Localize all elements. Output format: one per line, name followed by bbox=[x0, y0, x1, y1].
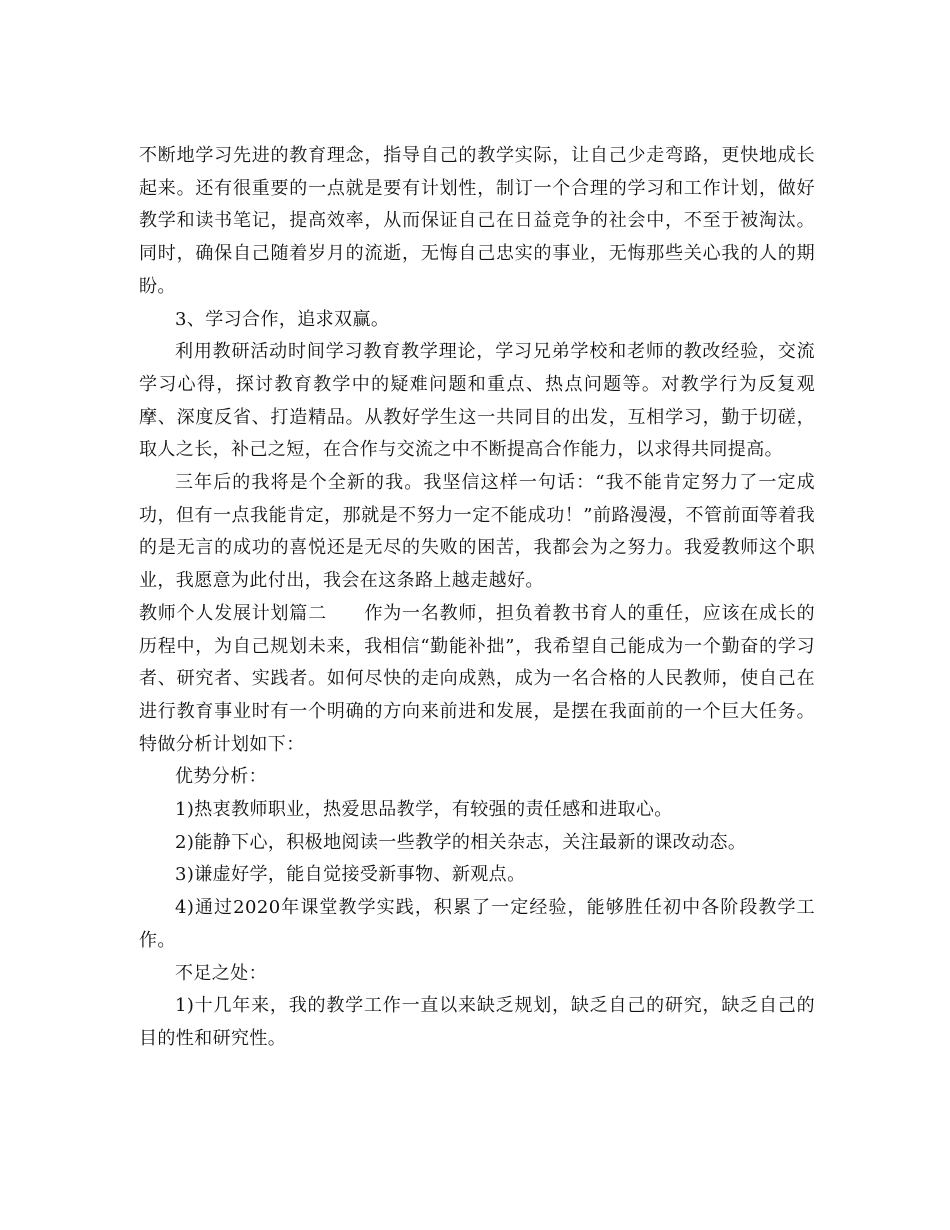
list-item-weakness-1: 1)十几年来，我的教学工作一直以来缺乏规划，缺乏自己的研究，缺乏自己的目的性和研究性。 bbox=[139, 995, 815, 1049]
list-item-strength-4: 4)通过2020年课堂教学实践，积累了一定经验，能够胜任初中各阶段教学工作。 bbox=[139, 897, 815, 951]
document-body bbox=[139, 140, 815, 1056]
paragraph-three-years-later: 三年后的我将是个全新的我。我坚信这样一句话：“我不能肯定努力了一定成功，但有一点我能肯定，那就是不努力一定不能成功！”前路漫漫，不管前面等着我的是无言的成功的喜悦还是无尽的失败的困苦，我都会为之努力。我爱教师这个职业，我愿意为此付出，我会在这条路上越走越好。 bbox=[139, 472, 815, 592]
list-item-strength-2: 2)能静下心，积极地阅读一些教学的相关杂志，关注最新的课改动态。 bbox=[175, 831, 747, 853]
heading-cooperation: 3、学习合作，追求双赢。 bbox=[175, 308, 390, 330]
paragraph-cooperation: 利用教研活动时间学习教育教学理论，学习兄弟学校和老师的教改经验，交流学习心得，探讨教育教学中的疑难问题和重点、热点问题等。对教学行为反复观摩、深度反省、打造精品。从教好学生这一共同目的出发，互相学习，勤于切磋，取人之长，补己之短，在合作与交流之中不断提高合作能力，以求得共同提高。 bbox=[139, 341, 815, 461]
list-item-strength-1: 1)热衷教师职业，热爱思品教学，有较强的责任感和进取心。 bbox=[175, 799, 673, 821]
heading-weaknesses: 不足之处： bbox=[175, 962, 267, 984]
paragraph-learning-plan: 不断地学习先进的教育理念，指导自己的教学实际，让自己少走弯路，更快地成长起来。还有很重要的一点就是要有计划性，制订一个合理的学习和工作计划，做好教学和读书笔记，提高效率，从而保证自己在日益竞争的社会中，不至于被淘汰。同时，确保自己随着岁月的流逝，无悔自己忠实的事业，无悔那些关心我的人的期盼。 bbox=[139, 145, 815, 297]
paragraph-plan-two-intro: 教师个人发展计划篇二 作为一名教师，担负着教书育人的重任，应该在成长的历程中，为自己规划未来，我相信“勤能补拙”，我希望自己能成为一个勤奋的学习者、研究者、实践者。如何尽快的走向成熟，成为一名合格的人民教师，使自己在进行教育事业时有一个明确的方向来前进和发展，是摆在我面前的一个巨大任务。特做分析计划如下： bbox=[139, 602, 815, 755]
list-item-strength-3: 3)谦虚好学，能自觉接受新事物、新观点。 bbox=[175, 864, 526, 886]
heading-strengths: 优势分析： bbox=[175, 766, 267, 788]
